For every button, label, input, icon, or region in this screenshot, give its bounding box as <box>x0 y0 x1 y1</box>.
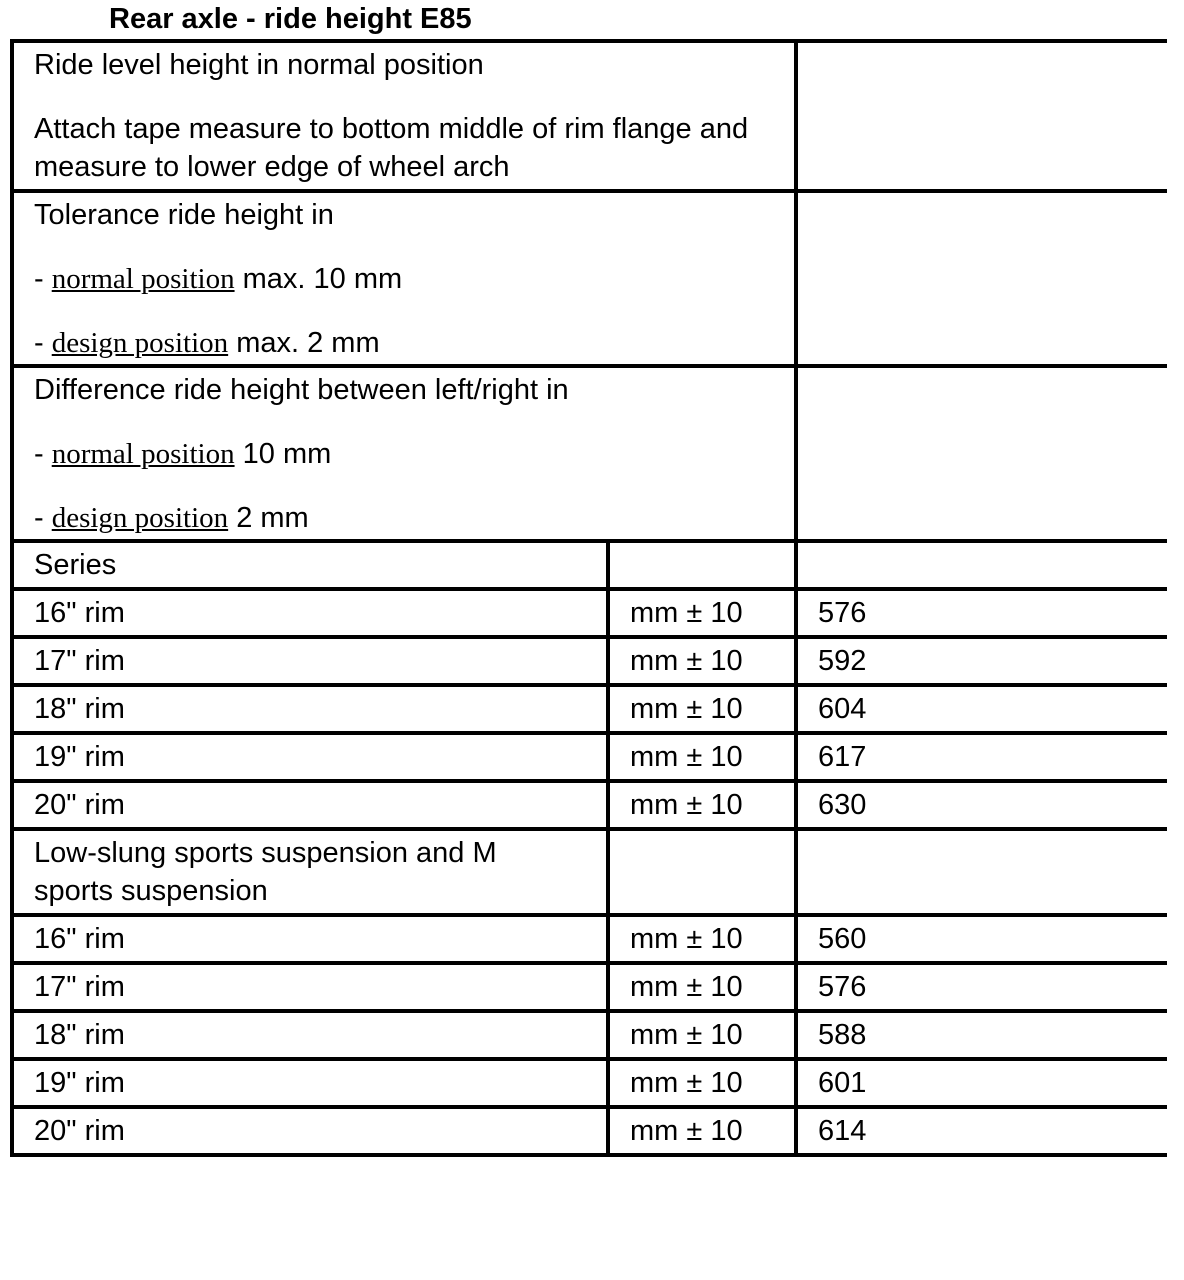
unit: mm ± 10 <box>608 781 796 829</box>
table-row <box>12 733 1167 781</box>
rim-size: 18" rim <box>12 685 608 733</box>
unit: mm ± 10 <box>608 685 796 733</box>
height-value: 592 <box>796 637 1167 685</box>
tolerance-empty-cell <box>796 191 1167 366</box>
unit: mm ± 10 <box>608 1107 796 1155</box>
unit: mm ± 10 <box>608 963 796 1011</box>
rim-size: 20" rim <box>12 1107 608 1155</box>
tolerance-design-value: max. 2 mm <box>228 326 380 359</box>
tolerance-row <box>12 191 1167 366</box>
rim-size: 20" rim <box>12 781 608 829</box>
rim-size: 16" rim <box>12 589 608 637</box>
height-value: 601 <box>796 1059 1167 1107</box>
unit: mm ± 10 <box>608 733 796 781</box>
rim-size: 17" rim <box>12 963 608 1011</box>
tolerance-design <box>34 324 794 362</box>
difference-row <box>12 366 1167 541</box>
table-row <box>12 915 1167 963</box>
unit: mm ± 10 <box>608 915 796 963</box>
normal-position-link[interactable]: normal position <box>51 262 235 295</box>
height-value: 576 <box>796 589 1167 637</box>
difference-empty-cell <box>796 366 1167 541</box>
table-row <box>12 781 1167 829</box>
table-row <box>12 1011 1167 1059</box>
sports-heading: Low-slung sports suspension and M sports suspension <box>12 829 608 915</box>
tolerance-cell <box>12 191 796 366</box>
sports-heading-unit-empty <box>608 829 796 915</box>
design-position-link[interactable]: design position <box>51 326 229 359</box>
bullet: - <box>34 326 52 359</box>
rim-size: 16" rim <box>12 915 608 963</box>
difference-normal-value: 10 mm <box>234 437 332 470</box>
ride-height-table <box>10 39 1167 1157</box>
rim-size: 18" rim <box>12 1011 608 1059</box>
table-row <box>12 637 1167 685</box>
intro-line2: Attach tape measure to bottom middle of rim flange and measure to lower edge of wheel arch <box>34 113 749 183</box>
table-row <box>12 1107 1167 1155</box>
tolerance-normal <box>34 260 794 298</box>
height-value: 614 <box>796 1107 1167 1155</box>
normal-position-link[interactable]: normal position <box>51 437 235 470</box>
difference-design <box>34 499 794 537</box>
rim-size: 19" rim <box>12 1059 608 1107</box>
bullet: - <box>34 437 52 470</box>
table-row <box>12 685 1167 733</box>
sports-heading-value-empty <box>796 829 1167 915</box>
series-heading-unit-empty <box>608 541 796 589</box>
difference-cell <box>12 366 796 541</box>
rim-size: 17" rim <box>12 637 608 685</box>
bullet: - <box>34 501 52 534</box>
intro-row <box>12 41 1167 191</box>
page-title: Rear axle - ride height E85 <box>109 3 472 35</box>
rim-size: 19" rim <box>12 733 608 781</box>
height-value: 576 <box>796 963 1167 1011</box>
series-heading: Series <box>12 541 608 589</box>
intro-cell <box>12 41 796 191</box>
tolerance-heading: Tolerance ride height in <box>34 198 334 231</box>
series-heading-value-empty <box>796 541 1167 589</box>
height-value: 560 <box>796 915 1167 963</box>
intro-empty-cell <box>796 41 1167 191</box>
unit: mm ± 10 <box>608 1011 796 1059</box>
table-row <box>12 1059 1167 1107</box>
difference-design-value: 2 mm <box>228 501 309 534</box>
sports-heading-row <box>12 829 1167 915</box>
height-value: 617 <box>796 733 1167 781</box>
difference-normal <box>34 435 794 473</box>
design-position-link[interactable]: design position <box>51 501 229 534</box>
table-row <box>12 589 1167 637</box>
unit: mm ± 10 <box>608 1059 796 1107</box>
height-value: 588 <box>796 1011 1167 1059</box>
unit: mm ± 10 <box>608 637 796 685</box>
series-heading-row <box>12 541 1167 589</box>
bullet: - <box>34 262 52 295</box>
difference-heading: Difference ride height between left/right in <box>34 373 569 406</box>
table-row <box>12 963 1167 1011</box>
height-value: 630 <box>796 781 1167 829</box>
unit: mm ± 10 <box>608 589 796 637</box>
tolerance-normal-value: max. 10 mm <box>234 262 403 295</box>
height-value: 604 <box>796 685 1167 733</box>
intro-line1: Ride level height in normal position <box>34 49 484 81</box>
